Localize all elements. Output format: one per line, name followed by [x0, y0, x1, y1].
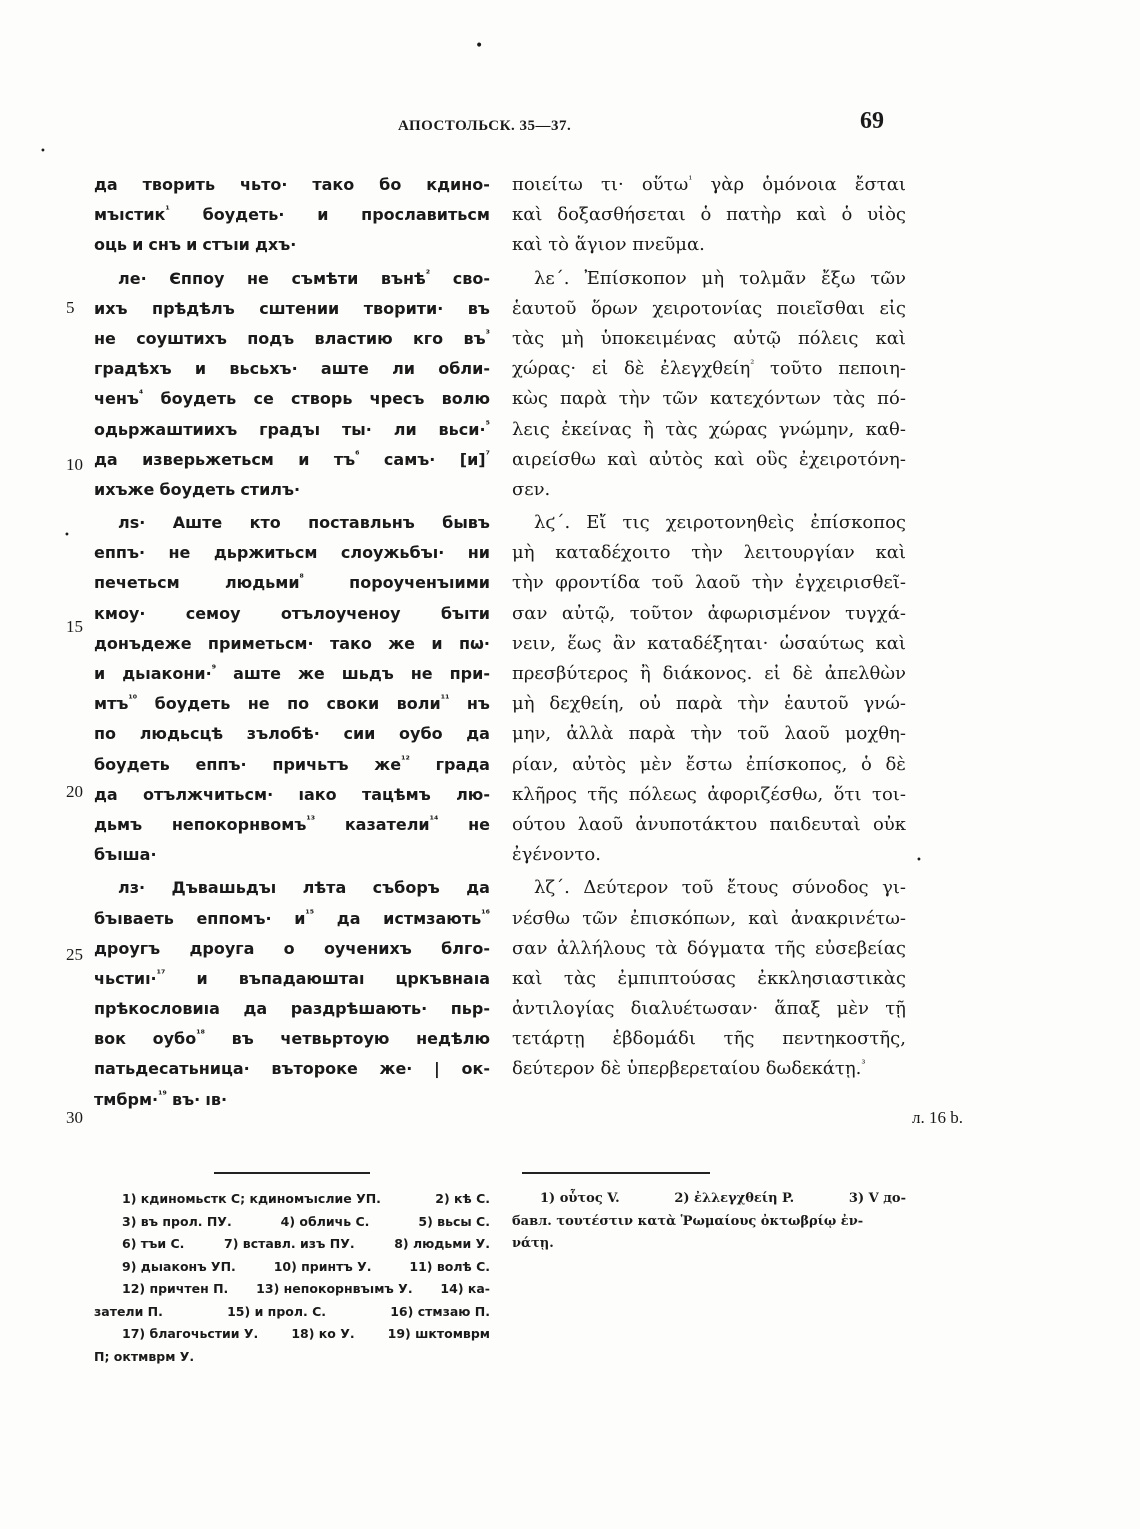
footnote-line — [94, 1301, 490, 1324]
footnote-item: 11) волѣ С. — [409, 1258, 490, 1274]
text-line: ἐγένοντο. — [512, 844, 601, 866]
text-line: ихъже боудеть стилъ· — [94, 479, 301, 499]
footnote-item: 2) кѣ С. — [435, 1191, 490, 1206]
footnote-item: 9) дьıаконъ УП. — [122, 1258, 236, 1274]
footnote-item: 16) стмзаю П. — [390, 1303, 490, 1319]
text-line: бъıваеть еппомъ· $и^{^{15}}$ да истмзають$^{^{16}}$ — [94, 908, 490, 928]
text-line: и дьıакони·$^{^9}$ аште же шьдъ не при- — [94, 664, 490, 683]
text-line: прѣкословиıа да раздрѣшають· пьр- — [94, 999, 490, 1019]
footnote-item: 10) принтъ У. — [273, 1258, 372, 1274]
stray-ink-dot: • — [64, 530, 70, 541]
footnote-item: 4) обличь С. — [280, 1213, 370, 1229]
line-number: 20 — [66, 782, 83, 801]
text-line: бъıша· — [94, 845, 157, 865]
footnote-item: 7) вставл. изъ ПУ. — [224, 1236, 355, 1251]
text-line: χώρας· εἰ δὲ ἐλεγχθείη$^{^2}$ τοῦτο πεποιη- — [512, 358, 906, 380]
footnote-item: 5) вьсы С. — [418, 1213, 490, 1229]
text-line: πρεσβύτερος ἢ διάκονος. εἰ δὲ ἀπελθὼν — [512, 663, 906, 684]
greek-column — [512, 170, 906, 1085]
text-line: ле· Єппоу не съмѣти вънѣ$^{^2}$ сво- — [118, 268, 490, 288]
footnote-rule-left — [214, 1172, 370, 1174]
line-number: 5 — [66, 298, 75, 317]
footnote-item: бавл. τουτέστιν κατὰ Ῥωμαίους ὀκτωβρίῳ ἐν- — [512, 1213, 864, 1229]
text-line: вок оубо$^{^{18}}$ въ четвьртоую недѣлю — [94, 1029, 490, 1049]
text-line: καὶ τὸ ἅγιον πνεῦμα. — [512, 234, 705, 256]
footnote-item: 3) V до- — [848, 1191, 906, 1206]
footnote-item: νάτῃ. — [512, 1236, 554, 1251]
line-number: 15 — [66, 617, 83, 636]
text-line: σαν ἀλλήλους τὰ δόγματα τῆς εὐσεβείας — [512, 937, 906, 959]
text-line: донъдеже приметьсм· тако же и пѡ· — [94, 633, 490, 653]
text-line: μὴ καταδέχοιτο τὴν λειτουργίαν καὶ — [512, 542, 906, 564]
text-line: κλῆρος τῆς πόλεως ἀφοριζέσθω, ὅτι τοι- — [512, 783, 906, 805]
text-line: не соуштихъ подъ властию кго $въ^{^3}$ — [94, 328, 490, 348]
footnote-item: 13) непокорнвъıмъ У. — [256, 1281, 413, 1296]
text-line: τὰς μὴ ὑποκειμένας αὐτῷ πόλεις καὶ — [512, 327, 906, 349]
text-line: кмоу· семоу отълоученоу бъıти — [94, 603, 490, 623]
text-line: оць и снъ и стъıи дхъ· — [94, 235, 297, 255]
footnote-item: 18) ко У. — [291, 1326, 355, 1341]
line-number: 30 — [66, 1108, 83, 1127]
text-line: τὴν φροντίδα τοῦ λαοῦ τὴν ἐγχειρισθεῖ- — [512, 572, 906, 594]
footnote-item: 6) тъи С. — [122, 1236, 185, 1251]
text-line: лѕ· Аште кто поставльнъ бывъ — [118, 513, 490, 533]
text-line: ἀντιλογίας διαλυέτωσαν· ἅπαξ μὲν τῇ — [512, 998, 906, 1020]
text-line: ποιείτω τι· οὕτω$^{^1}$ γὰρ ὁμόνοια ἔσται — [512, 174, 906, 195]
text-line: ρίαν, αὐτὸς μὲν ἔστω ἐπίσκοπος, ὁ δὲ — [512, 753, 906, 775]
footnote-item: 14) ка- — [440, 1281, 490, 1296]
text-line: градѣхъ и вьсьхъ· аште ли обли- — [94, 359, 490, 379]
slavonic-footnotes — [94, 1188, 490, 1368]
text-line: μην, ἀλλὰ παρὰ τὴν τοῦ λαοῦ μοχθη- — [512, 723, 906, 745]
text-line: σαν αὐτῷ, τοῦτον ἀφωρισμένον τυγχά- — [512, 602, 906, 624]
text-line: да изверьжетьсм и $тъ^{^6}$ самъ· $[и]^{^7}$ — [94, 449, 490, 469]
footnote-line — [94, 1188, 490, 1211]
text-line: τετάρτῃ ἑβδομάδι τῆς πεντηκοστῆς, — [512, 1028, 906, 1050]
footnote-item: 1) οὗτος V. — [540, 1191, 620, 1206]
footnote-item: затели П. — [94, 1303, 163, 1319]
stray-ink-dot: • — [916, 855, 922, 866]
running-header: АПОСТОЛЬСК. 35—37. — [398, 118, 572, 134]
footnote-rule-right — [522, 1172, 710, 1174]
text-line: δεύτερον δὲ ὑπερβερεταίου δωδεκάτῃ.$^{^3}$ — [512, 1058, 866, 1080]
text-line: λζ΄. Δεύτερον τοῦ ἔτους σύνοδος γι- — [534, 877, 906, 899]
footnote-item: 12) причтен П. — [122, 1281, 229, 1296]
footnote-item: 17) благочьстии У. — [122, 1326, 259, 1341]
text-line: одьржаштиихъ градъı ты· ли вьси·$^{^5}$ — [94, 419, 490, 439]
stray-ink-dot: • — [40, 146, 46, 157]
margin-folio-note: л. 16 b. — [912, 1108, 963, 1127]
footnote-item: 19) шктомврм — [387, 1326, 490, 1341]
footnote-line — [94, 1233, 490, 1256]
slavonic-column — [94, 170, 490, 1115]
text-line: λεις ἐκείνας ἢ τὰς χώρας γνώμην, καθ- — [512, 418, 906, 440]
footnote-item: 1) кдиномьстк С; кдиномъıслие УП. — [122, 1191, 381, 1206]
footnote-line — [94, 1256, 490, 1279]
text-line: дьмъ непокорнвомъ$^{^{13}}$ казатели$^{^{14}}$ не — [94, 814, 490, 834]
text-line: мъıстик$^{^1}$ боудеть· и прославитьсм — [94, 205, 490, 225]
footnote-item: 15) и прол. С. — [227, 1303, 327, 1319]
footnote-line — [94, 1346, 490, 1369]
text-line: патьдесатьница· вътороке же· | ок- — [94, 1059, 490, 1079]
footnote-item: 3) въ прол. ПУ. — [122, 1213, 232, 1229]
text-line: αιρείσθω καὶ αὐτὸς καὶ οὓς ἐχειροτόνη- — [512, 448, 906, 470]
footnote-item: 2) ἐλλεγχθείη P. — [674, 1191, 795, 1206]
footnote-line — [512, 1233, 906, 1256]
text-line: еппъ· не дьржитьсм слоужьбъı· ни — [94, 543, 490, 563]
text-line: νειν, ἕως ἂν καταδέξηται· ὡσαύτως καὶ — [512, 632, 906, 654]
text-line: κὼς παρὰ τὴν τῶν κατεχόντων τὰς πό- — [512, 388, 906, 410]
text-line: σεν. — [512, 478, 551, 500]
footnote-line — [94, 1211, 490, 1234]
footnote-line — [94, 1278, 490, 1301]
footnote-line — [94, 1323, 490, 1346]
text-line: νέσθω τῶν ἐπισκόπων, καὶ ἀνακρινέτω- — [512, 907, 906, 929]
footnote-line — [512, 1211, 906, 1234]
text-line: ἑαυτοῦ ὅρων χειροτονίας ποιεῖσθαι εἰς — [512, 297, 906, 319]
stray-ink-mark: • — [475, 38, 484, 54]
text-line: мтъ$^{^{10}}$ боудеть не по своки воли$^{^{11}}$ нъ — [94, 694, 490, 714]
footnote-item: П; октмврм У. — [94, 1348, 195, 1364]
text-line: дроугъ дроуга о оученихъ блго- — [94, 938, 490, 958]
text-line: чьстиı·$^{^{17}}$ и въпадаюштаı цркъвнаıа — [94, 968, 490, 988]
text-line: ихъ прѣдѣлъ сштении творити· въ — [94, 298, 490, 318]
greek-footnotes — [512, 1188, 906, 1256]
text-line: λϛ΄. Εἴ τις χειροτονηθεὶς ἐπίσκοπος — [534, 512, 906, 534]
text-line: печетьсм людьми$^{^8}$ пороученъıими — [94, 573, 490, 593]
text-line: да творить чьто· тако бо кдино- — [94, 175, 490, 194]
footnote-item: 8) людьми У. — [394, 1236, 490, 1251]
text-line: лз· Дъвашьдъı лѣта съборъ да — [118, 878, 490, 898]
text-line: λε΄. Ἐπίσκοπον μὴ τολμᾶν ἔξω τῶν — [534, 267, 906, 289]
text-line: ούτου λαοῦ ἀνυποτάκτου παιδευταὶ οὐκ — [512, 813, 906, 835]
text-line: καὶ δοξασθήσεται ὁ πατὴρ καὶ ὁ υἱὸς — [512, 204, 906, 226]
footnote-line — [512, 1188, 906, 1211]
text-line: καὶ τὰς ἐμπιπτούσας ἐκκλησιαστικὰς — [512, 967, 906, 989]
text-line: тмбрм·$^{^{19}}$ въ· ıв· — [94, 1089, 228, 1109]
page-number: 69 — [860, 108, 884, 134]
text-line: ченъ$^{^4}$ боудеть се створь чресъ волю — [94, 389, 490, 409]
text-line: μὴ δεχθείη, οὐ παρὰ τὴν ἑαυτοῦ γνώ- — [512, 693, 906, 715]
line-number: 25 — [66, 945, 83, 964]
text-line: да отължчитьсм· ıако тацѣмъ лю- — [94, 784, 490, 804]
text-line: по людьсцѣ зълобѣ· сии оубо да — [94, 724, 490, 744]
line-number: 10 — [66, 455, 83, 474]
text-line: боудеть еппъ· причьтъ $же^{^{12}}$ града — [94, 754, 490, 774]
